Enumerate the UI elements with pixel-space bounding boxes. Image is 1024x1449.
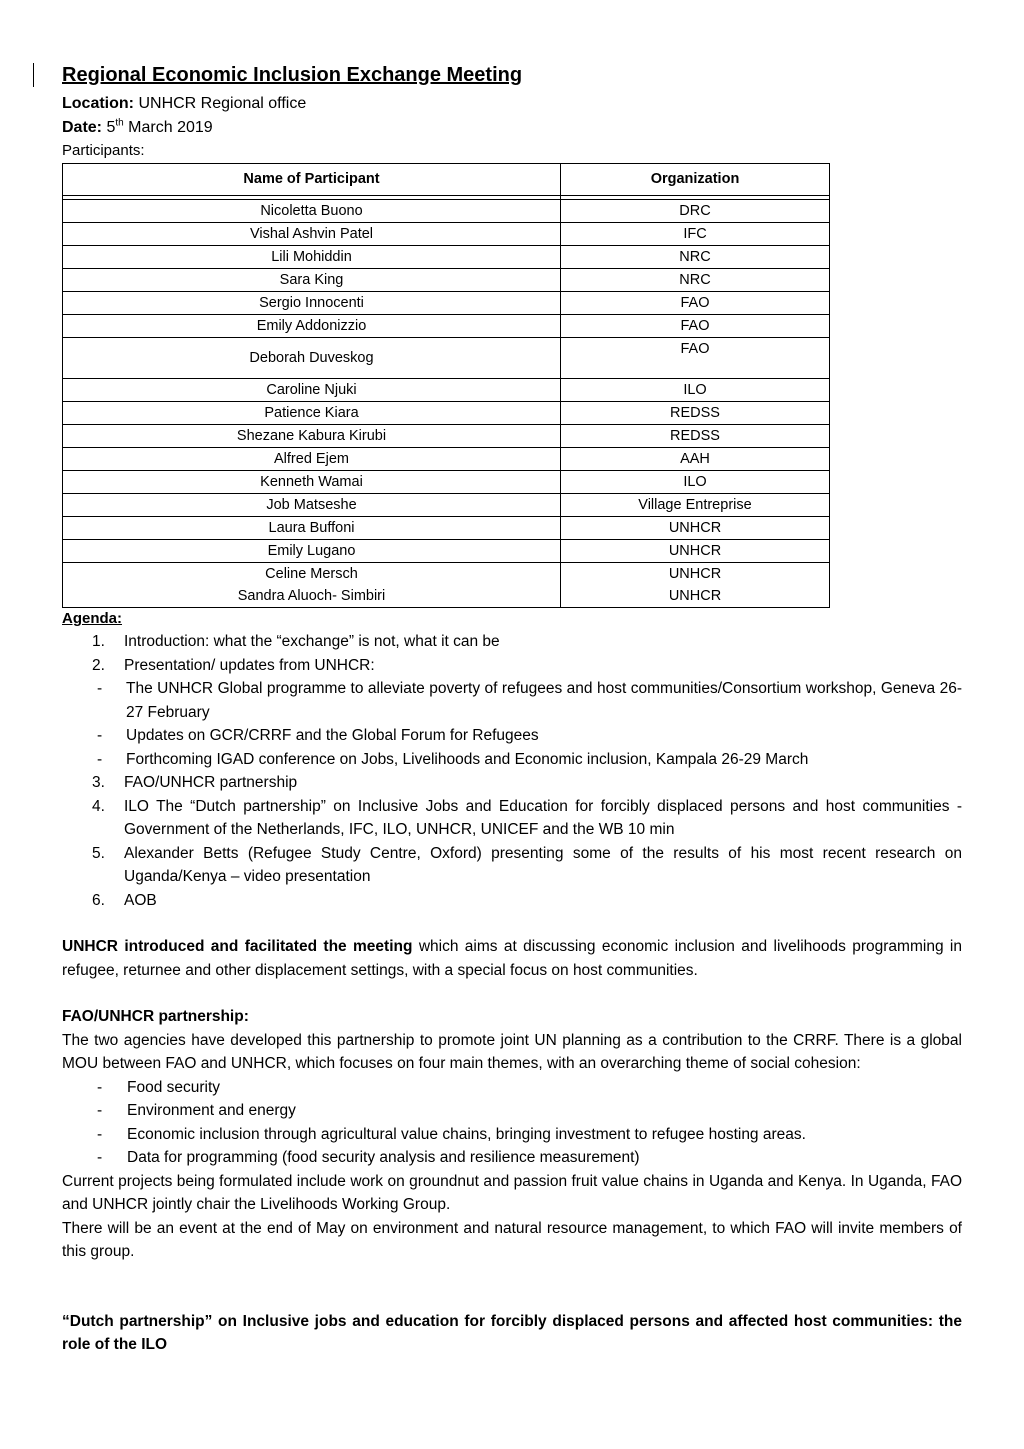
table-row — [63, 425, 830, 448]
fao-paragraph-1: The two agencies have developed this partnership to promote joint UN planning as a contribution to the CRRF. There is a global MOU between FAO and UNHCR, which focuses on four main themes, with an overarching theme of social cohesion: — [62, 1031, 962, 1072]
table-row — [63, 223, 830, 246]
agenda-item-marker: 3. — [92, 774, 105, 791]
participant-name: Laura Buffoni — [63, 517, 561, 540]
table-row — [63, 315, 830, 338]
participant-name: Deborah Duveskog — [63, 338, 561, 379]
intro-rest: which aims at discussing economic inclusion and livelihoods programming in refugee, returnee and other displacement settings, with a special focus on host communities. — [62, 938, 962, 979]
participant-name: Nicoletta Buono — [63, 200, 561, 223]
participant-name: Shezane Kabura Kirubi — [63, 425, 561, 448]
intro-bold: UNHCR introduced and facilitated the meeting — [62, 938, 413, 955]
participant-name: Emily Lugano — [63, 540, 561, 563]
participant-organization: Village Entreprise — [561, 494, 830, 517]
participant-name: Caroline Njuki — [63, 379, 561, 402]
fao-paragraph-2: Current projects being formulated include work on groundnut and passion fruit value chains in Uganda and Kenya. In Uganda, FAO and UNHCR jointly chair the Livelihoods Working Group. — [62, 1172, 962, 1213]
date-suffix: th — [115, 117, 124, 129]
participant-organization: NRC — [561, 269, 830, 292]
agenda-item-text: Forthcoming IGAD conference on Jobs, Livelihoods and Economic inclusion, Kampala 26-29 March — [126, 750, 809, 768]
fao-bullet-item — [62, 1099, 962, 1123]
fao-bullet-text: Environment and energy — [127, 1102, 296, 1119]
fao-bullet-text: Data for programming (food security analysis and resilience measurement) — [127, 1149, 640, 1166]
agenda-item-marker: - — [97, 750, 103, 768]
table-row — [63, 540, 830, 563]
participant-organization: IFC — [561, 223, 830, 246]
table-row — [63, 563, 830, 586]
agenda-item-text: Presentation/ updates from UNHCR: — [124, 656, 375, 674]
table-row — [63, 338, 830, 379]
header-organization: Organization — [561, 164, 830, 196]
participant-organization: AAH — [561, 448, 830, 471]
table-row — [63, 448, 830, 471]
agenda-item — [62, 795, 962, 842]
dutch-partnership-heading: “Dutch partnership” on Inclusive jobs and education for forcibly displaced persons and affected host communities: the role of the ILO — [62, 1312, 962, 1353]
participant-organization: FAO — [561, 292, 830, 315]
table-row — [63, 585, 830, 608]
participant-name: Lili Mohiddin — [63, 246, 561, 269]
agenda-item-marker: 2. — [92, 656, 105, 674]
location-value: UNHCR Regional office — [138, 95, 307, 112]
agenda-item-text: Updates on GCR/CRRF and the Global Forum for Refugees — [126, 727, 539, 744]
date-rest: March 2019 — [128, 119, 213, 136]
table-body — [63, 196, 830, 608]
agenda-item-text: FAO/UNHCR partnership — [124, 774, 298, 791]
agenda-item-marker: 4. — [92, 797, 105, 815]
location-label: Location: — [62, 95, 134, 112]
agenda-item-marker: - — [97, 727, 103, 744]
agenda-list — [62, 630, 962, 912]
fao-bullet-text: Economic inclusion through agricultural value chains, bringing investment to refugee hosting areas. — [127, 1125, 806, 1143]
table-row — [63, 494, 830, 517]
participant-organization: REDSS — [561, 425, 830, 448]
participant-organization: UNHCR — [561, 540, 830, 563]
agenda-item-text: ILO The “Dutch partnership” on Inclusive Jobs and Education for forcibly displaced persons and host communities - Government of the Netherlands, IFC, ILO, UNHCR, UNICEF and the WB 10 min — [124, 797, 962, 838]
agenda-item-text: Introduction: what the “exchange” is not, what it can be — [124, 633, 500, 650]
table-row — [63, 379, 830, 402]
participant-organization: FAO — [561, 315, 830, 338]
agenda-item-marker: 6. — [92, 891, 105, 909]
participant-organization: NRC — [561, 246, 830, 269]
participant-organization: UNHCR — [561, 563, 830, 586]
participant-organization: DRC — [561, 200, 830, 223]
agenda-item — [62, 748, 962, 772]
agenda-item — [62, 724, 962, 748]
agenda-item-marker: - — [97, 680, 103, 697]
date-label: Date: — [62, 119, 103, 136]
agenda-item — [62, 630, 962, 654]
participant-organization: UNHCR — [561, 585, 830, 608]
document-title: Regional Economic Inclusion Exchange Meeting — [62, 64, 523, 86]
intro-paragraph — [62, 935, 962, 982]
participant-name: Alfred Ejem — [63, 448, 561, 471]
header-name: Name of Participant — [63, 164, 561, 196]
agenda-item — [62, 771, 962, 795]
date-day: 5 — [106, 119, 116, 136]
table-row — [63, 269, 830, 292]
participant-organization: REDSS — [561, 402, 830, 425]
location-line — [62, 92, 962, 116]
bullet-marker: - — [97, 1125, 103, 1143]
agenda-item-text: Alexander Betts (Refugee Study Centre, Oxford) presenting some of the results of his most recent research on Uganda/Kenya – video presentation — [124, 844, 962, 885]
fao-bullet-item — [62, 1123, 962, 1147]
fao-paragraph-3: There will be an event at the end of May on environment and natural resource management, to which FAO will invite members of this group. — [62, 1219, 962, 1260]
participant-organization: UNHCR — [561, 517, 830, 540]
fao-bullet-list — [62, 1076, 962, 1170]
participants-table — [62, 163, 830, 608]
participant-name: Job Matseshe — [63, 494, 561, 517]
table-row — [63, 517, 830, 540]
agenda-item-text: AOB — [124, 891, 157, 909]
participant-name: Emily Addonizzio — [63, 315, 561, 338]
table-row — [63, 200, 830, 223]
bullet-marker: - — [97, 1149, 103, 1166]
fao-bullet-item — [62, 1076, 962, 1100]
participant-organization: ILO — [561, 379, 830, 402]
table-row — [63, 292, 830, 315]
table-row — [63, 246, 830, 269]
agenda-item — [62, 889, 962, 913]
agenda-item — [62, 842, 962, 889]
table-row — [63, 402, 830, 425]
table-row — [63, 471, 830, 494]
participant-name: Celine Mersch — [63, 563, 561, 586]
date-line — [62, 116, 962, 140]
participants-label: Participants: — [62, 142, 145, 159]
participant-name: Sandra Aluoch- Simbiri — [63, 585, 561, 608]
document-page — [62, 62, 962, 1357]
bullet-marker: - — [97, 1102, 103, 1119]
participant-name: Vishal Ashvin Patel — [63, 223, 561, 246]
text-cursor — [33, 63, 34, 87]
participant-name: Kenneth Wamai — [63, 471, 561, 494]
bullet-marker: - — [97, 1078, 103, 1096]
fao-bullet-item — [62, 1146, 962, 1170]
agenda-title: Agenda: — [62, 610, 122, 627]
fao-heading: FAO/UNHCR partnership: — [62, 1008, 249, 1025]
participant-name: Sara King — [63, 269, 561, 292]
agenda-item — [62, 654, 962, 678]
agenda-item-marker: 5. — [92, 844, 105, 862]
agenda-item-marker: 1. — [92, 633, 105, 650]
participant-organization: ILO — [561, 471, 830, 494]
agenda-item — [62, 677, 962, 724]
table-header-row — [63, 164, 830, 196]
participant-name: Sergio Innocenti — [63, 292, 561, 315]
participant-name: Patience Kiara — [63, 402, 561, 425]
agenda-item-text: The UNHCR Global programme to alleviate poverty of refugees and host communities/Consortium workshop, Geneva 26-27 February — [126, 680, 962, 721]
participant-organization: FAO — [561, 338, 830, 379]
fao-bullet-text: Food security — [127, 1078, 221, 1096]
